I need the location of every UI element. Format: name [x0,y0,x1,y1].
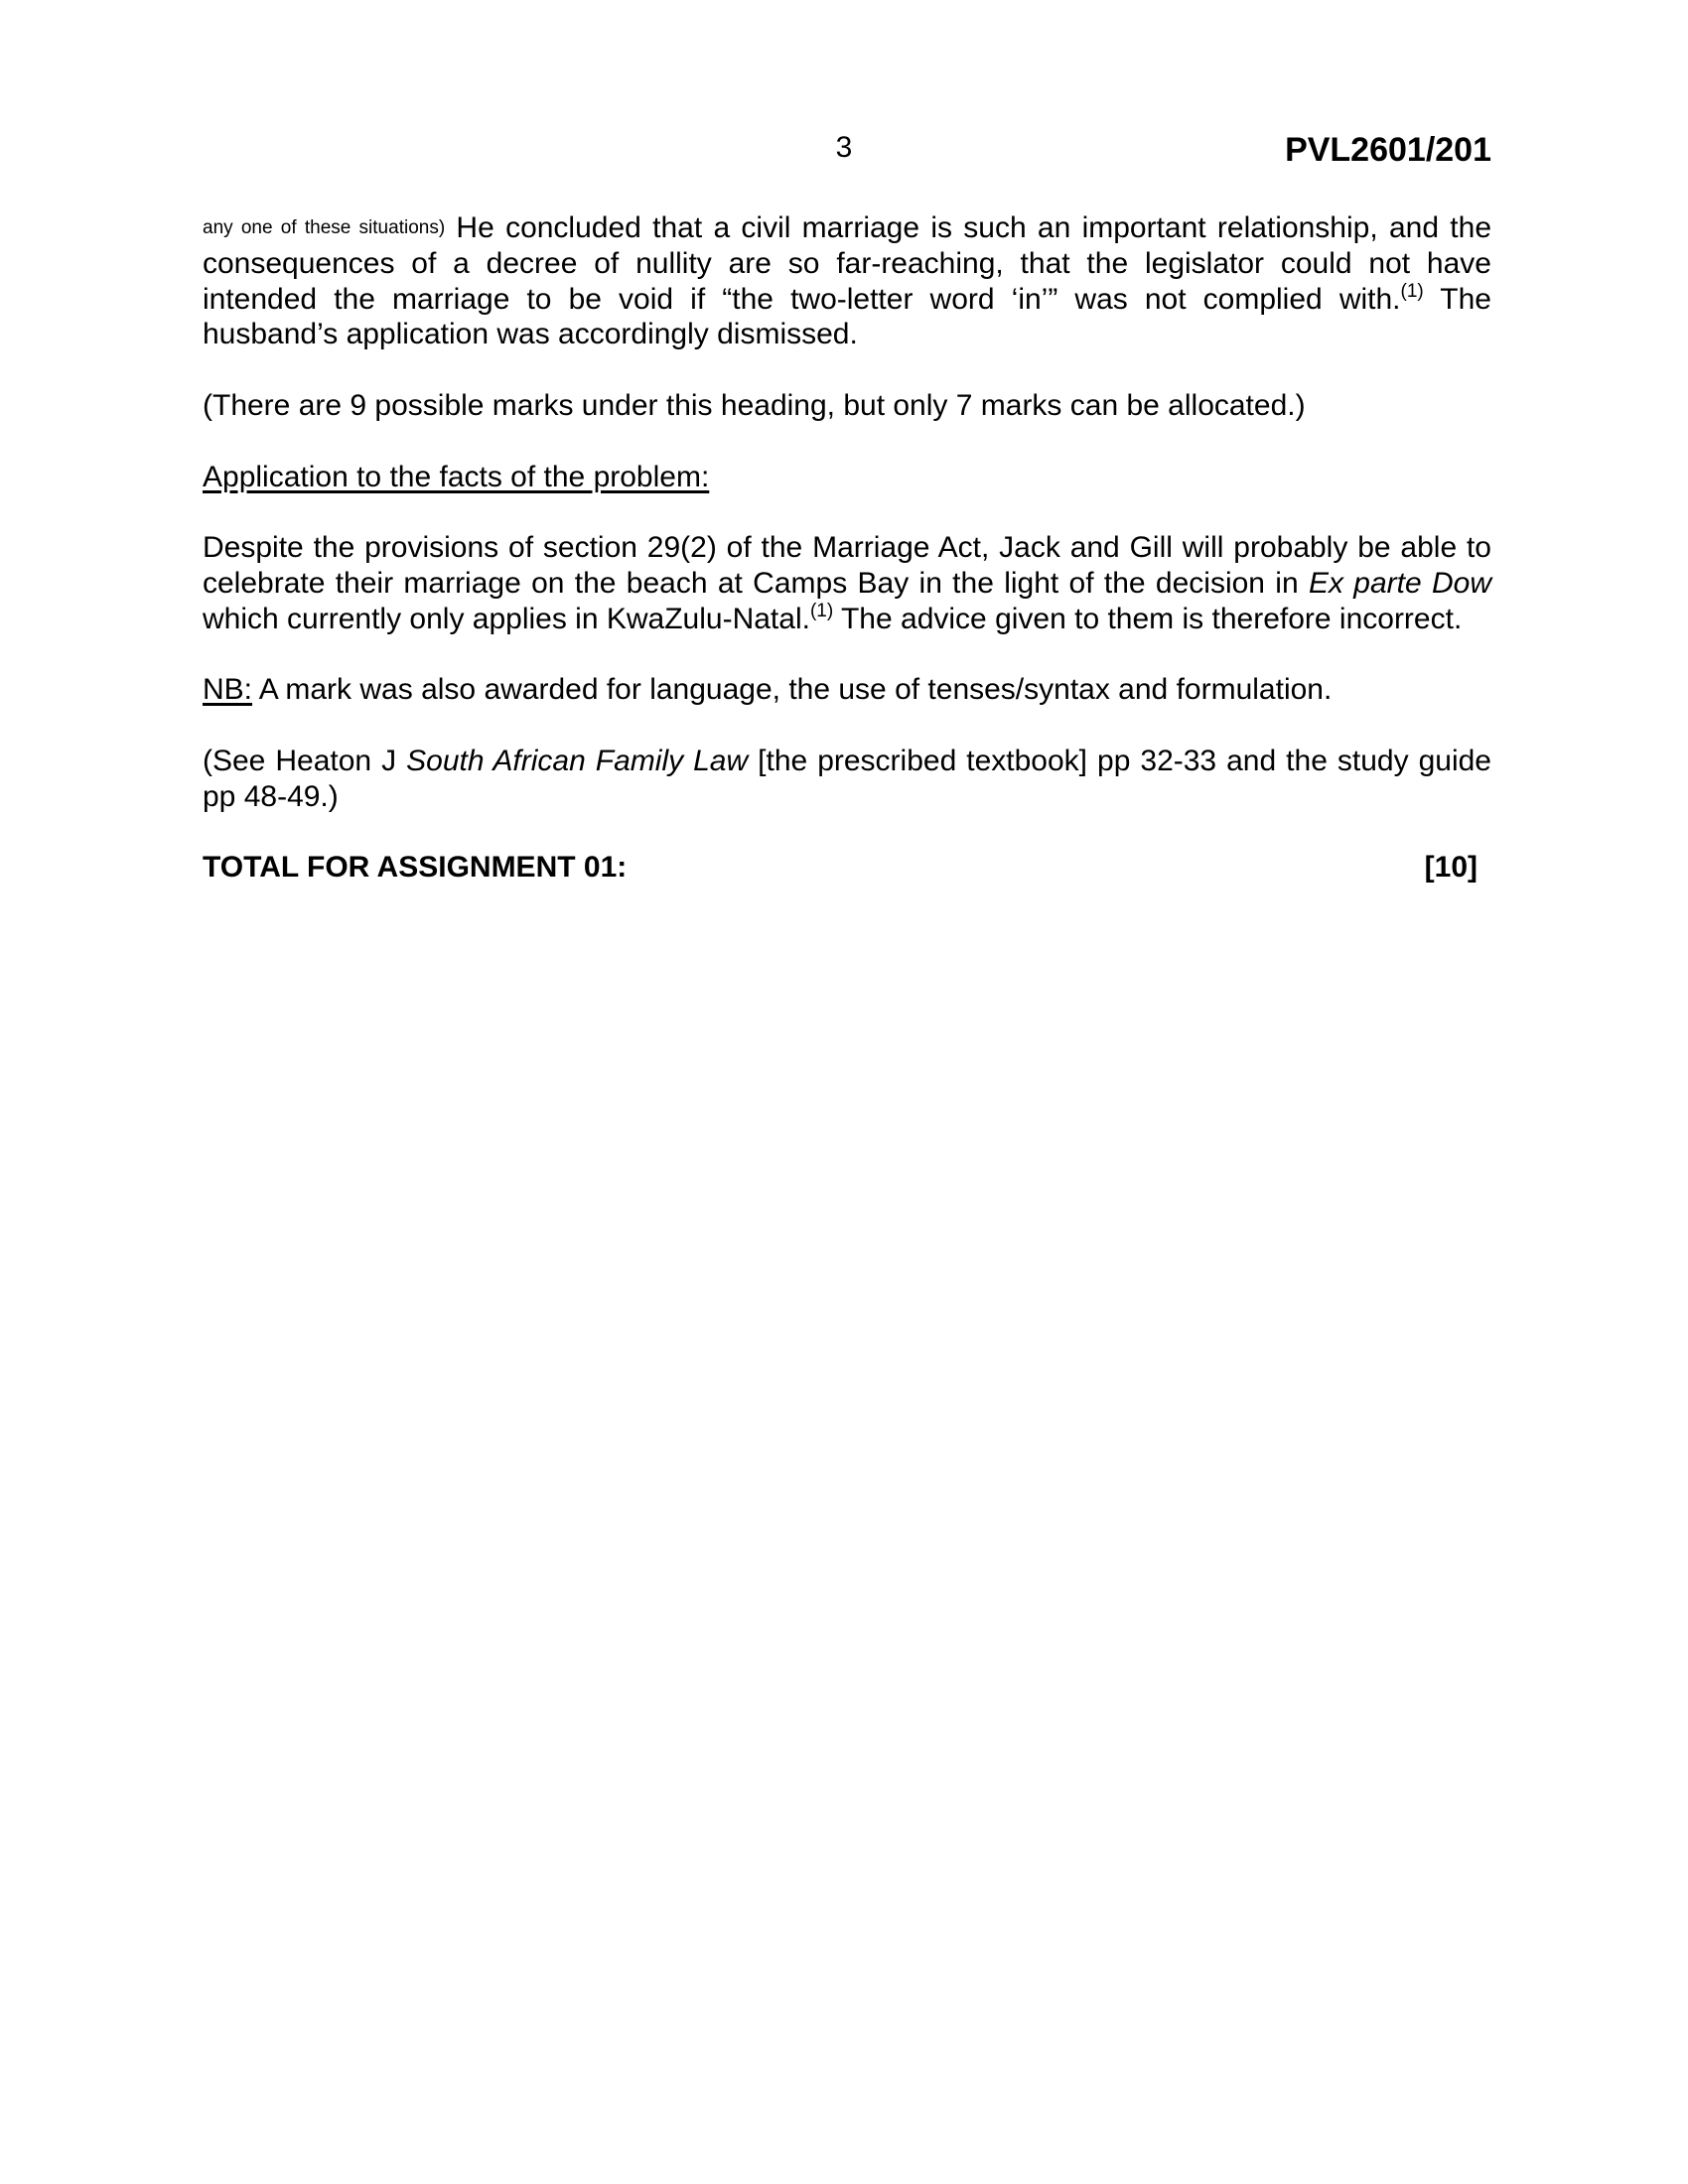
mark-indicator: (1) [809,600,834,621]
book-title: South African Family Law [406,744,749,777]
paragraph-marks-note: (There are 9 possible marks under this heading, but only 7 marks can be allocated.) [203,388,1306,422]
course-code: PVL2601/201 [1285,131,1491,169]
document-body [203,210,1491,886]
paragraph-application [203,530,1491,636]
heading-text: Application to the facts of the problem: [203,460,710,493]
text: [the prescribed textbook] pp 32-33 and the study guide pp 48-49.) [203,744,1491,813]
small-prefix: any one of these situations) [203,217,446,238]
total-row [203,850,1491,886]
text: The husband’s application was accordingly dismissed. [203,282,1491,351]
paragraph-reference [203,744,1491,815]
case-name: Ex parte Dow [1308,566,1491,600]
text: A mark was also awarded for language, the use of tenses/syntax and formulation. [252,673,1333,707]
paragraph-conclusion [203,210,1491,352]
paragraph-nb [203,672,1491,708]
section-heading [203,460,1491,495]
text: (See Heaton J [203,744,407,777]
page-number: 3 [835,131,853,164]
total-value: [10] [1424,851,1477,885]
total-label: TOTAL FOR ASSIGNMENT 01: [203,851,628,885]
nb-label: NB: [203,673,253,707]
text: He concluded that a civil marriage is such an important relationship, and the consequences of a decree of nullity are so far-reaching, that the legislator could not have intended the marriage to be void if “the two-letter word ‘in’” was not complied with. [203,211,1491,316]
text: which currently only applies in KwaZulu-Natal. [203,602,810,635]
text: Despite the provisions of section 29(2) of the Marriage Act, Jack and Gill will probably be able to celebrate their marriage on the beach at Camps Bay in the light of the decision in [203,531,1491,600]
text: The advice given to them is therefore incorrect. [833,602,1463,635]
mark-indicator: (1) [1400,280,1424,302]
